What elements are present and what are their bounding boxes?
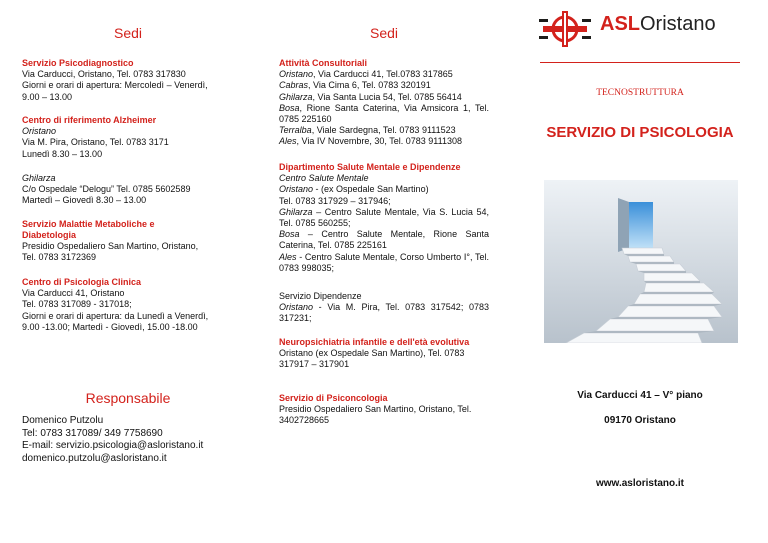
dip-text: – Centro Salute Mentale, Via S. Lucia 54, Tel. 0785 560255; [279,206,489,229]
address-line-1: Via Carducci 41 – V° piano [577,390,703,401]
dip-item [279,196,489,207]
section-ghilarza [22,173,234,207]
brand-bold: ASL [600,13,640,35]
tecnostruttura-label: TECNOSTRUTTURA [596,88,684,98]
consultorio-city: Bosa [279,102,300,113]
consultorio-text: , Via Santa Lucia 54, Tel. 0785 56414 [312,91,462,102]
section-neuropsichiatria [279,337,489,371]
consultorio-item [279,92,489,103]
dipend-item [279,302,489,324]
brand-text: Oristano [640,13,716,35]
consultorio-text: , Via Carducci 41, Tel.0783 317865 [313,69,453,80]
dip-city: Ales [279,251,297,262]
section-title: Servizio Malattie Metaboliche e Diabetologia [22,219,155,241]
section-salute-mentale [279,162,489,274]
dipend-city: Oristano [279,302,314,313]
consultorio-text: , Viale Sardegna, Tel. 0783 9111523 [311,125,456,136]
section-title: Centro di Psicologia Clinica [22,277,142,287]
section-malattie-metaboliche-body [22,241,234,263]
consultorio-item [279,125,489,136]
consultorio-item [279,136,489,147]
dip-city: Oristano [279,184,314,195]
consultorio-item [279,103,489,125]
section-malattie-metaboliche [22,219,202,241]
section-line: 9.00 – 13.00 [22,91,73,102]
dip-text: - (ex Ospedale San Martino) [313,184,429,195]
section-city: Oristano [22,126,57,137]
section-line: Lunedì 8.30 – 13.00 [22,148,103,159]
section-line: Oristano (ex Ospedale San Martino), Tel. 0783 317917 – 317901 [279,348,465,370]
responsabile-email[interactable]: E-mail: servizio.psicologia@asloristano.it [22,440,204,451]
section-line: C/o Ospedale “Delogu” Tel. 0785 5602589 [22,184,191,195]
section-psicologia-clinica [22,277,234,333]
section-title: Attività Consultoriali [279,58,368,68]
dip-item [279,184,489,195]
column-left [22,0,234,543]
consultorio-city: Cabras [279,80,309,91]
staircase-door-image [544,180,738,343]
section-psiconcologia [279,393,489,427]
responsabile-heading: Responsabile [85,390,171,406]
section-line: Giorni e orari di apertura: Mercoledì – Venerdì, [22,80,208,91]
responsabile-phone: Tel: 0783 317089/ 349 7758690 [22,427,163,439]
section-line: Giorni e orari di apertura: da Lunedì a Venerdì, [22,310,209,321]
section-line: Via Carducci, Oristano, Tel. 0783 317830 [22,69,186,80]
responsabile-email-2[interactable]: domenico.putzolu@asloristano.it [22,452,167,464]
section-title: Servizio di Psiconcologia [279,393,388,403]
consultorio-city: Oristano [279,69,314,80]
dip-city: Ghilarza [279,206,313,217]
dip-item [279,207,489,229]
section-dipendenze [279,291,489,325]
section-line: Tel. 0783 3172369 [22,252,97,263]
section-psicodiagnostico [22,58,234,103]
section-title: Servizio Psicodiagnostico [22,58,134,68]
dip-city: Bosa [279,229,300,240]
consultorio-city: Ghilarza [279,91,313,102]
responsabile-block [22,415,203,465]
section-line: Presidio Ospedaliero San Martino, Oristano, Tel. 3402728665 [279,404,472,426]
section-title: Centro di riferimento Alzheimer [22,115,157,125]
section-line: Tel. 0783 317089 - 317018; [22,299,132,310]
section-city: Ghilarza [22,173,56,183]
section-title: Neuropsichiatria infantile e dell'età evolutiva [279,337,470,347]
header-divider [540,62,740,63]
dip-item [279,252,489,274]
section-title: Dipartimento Salute Mentale e Dipendenze [279,162,461,172]
dip-text: - Centro Salute Mentale, Corso Umberto I°, Tel. 0783 998035; [279,251,489,273]
section-line: Presidio Ospedaliero San Martino, Oristano, [22,241,199,251]
dip-text: – Centro Salute Mentale, Rione Santa Caterina, Tel. 0785 225161 [279,229,489,251]
column-right [512,0,768,543]
consultorio-city: Terralba [279,125,312,136]
consultorio-item [279,80,489,91]
asl-logo-icon [539,8,591,50]
sedi-heading-1: Sedi [113,25,143,41]
address-line-2: 09170 Oristano [604,415,676,426]
section-subtitle: Centro Salute Mentale [279,173,369,184]
consultorio-item [279,69,489,80]
website-link[interactable]: www.asloristano.it [596,478,684,489]
section-alzheimer [22,115,234,160]
column-middle [279,0,489,543]
asl-brand [600,13,716,36]
section-line: Martedì – Giovedì 8.30 – 13.00 [22,195,147,206]
consultorio-text: , Via IV Novembre, 30, Tel. 0783 9111308 [296,136,462,147]
responsabile-name: Domenico Putzolu [22,415,104,426]
section-subtitle: Servizio Dipendenze [279,291,362,301]
consultorio-text: , Via Cima 6, Tel. 0783 320191 [308,80,431,91]
section-line: 9.00 -13.00; Martedì - Giovedì, 15.00 -18.00 [22,321,198,332]
section-consultori [279,58,489,148]
sedi-heading-2: Sedi [369,25,399,41]
service-title: SERVIZIO DI PSICOLOGIA [546,124,734,141]
consultorio-city: Ales [279,136,297,147]
dipend-text: - Via M. Pira, Tel. 0783 317542; 0783 317231; [279,302,489,324]
section-line: Via M. Pira, Oristano, Tel. 0783 3171 [22,137,169,148]
dip-item [279,229,489,251]
consultorio-text: , Rione Santa Caterina, Via Amsicora 1, Tel. 0785 225160 [279,102,489,125]
dip-text: Tel. 0783 317929 – 317946; [279,195,391,206]
section-line: Via Carducci 41, Oristano [22,288,125,299]
